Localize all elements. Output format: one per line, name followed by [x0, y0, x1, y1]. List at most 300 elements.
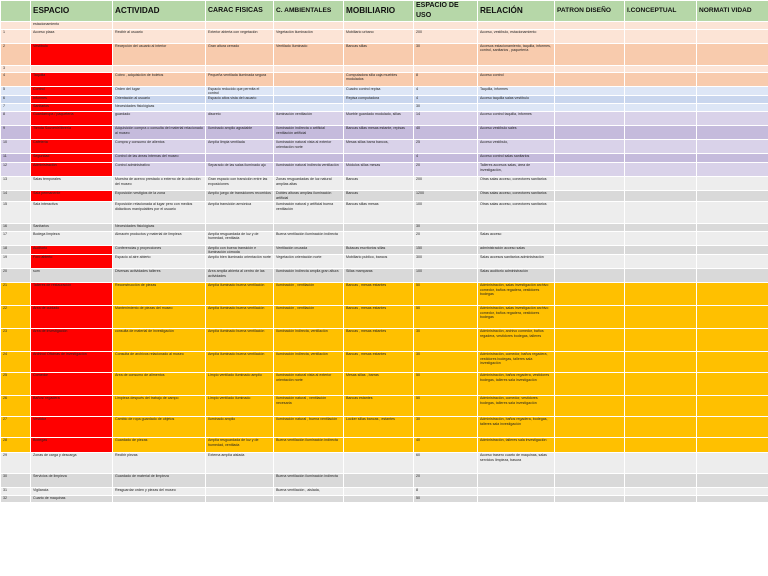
row-number-cell[interactable]: 21 — [1, 283, 31, 306]
normatividad-cell[interactable] — [697, 140, 768, 154]
c-ambientales-cell[interactable]: Vegetación orientación norte — [274, 255, 344, 269]
carac-fisicas-cell[interactable]: Limpio ventilado iluminado amplio — [206, 373, 274, 396]
row-number-cell[interactable]: 17 — [1, 231, 31, 245]
row-number-cell[interactable]: 26 — [1, 396, 31, 417]
mobiliario-cell[interactable]: Computadora silla caja muebles modulados — [344, 73, 414, 87]
c-ambientales-cell[interactable] — [274, 453, 344, 474]
normatividad-cell[interactable] — [697, 283, 768, 306]
row-number-cell[interactable]: 20 — [1, 269, 31, 283]
carac-fisicas-cell[interactable]: Amplia iluminado buena ventilación — [206, 329, 274, 352]
espacio-cell[interactable]: Sanitarios — [31, 224, 113, 232]
espacio-cell[interactable]: sum — [31, 269, 113, 283]
normatividad-cell[interactable] — [697, 224, 768, 232]
i-conceptual-cell[interactable] — [625, 438, 697, 453]
c-ambientales-cell[interactable]: Iluminación indirecta, ventilación — [274, 329, 344, 352]
c-ambientales-cell[interactable]: Ventilación cruzada — [274, 245, 344, 254]
header-cell-index[interactable] — [1, 1, 31, 22]
actividad-cell[interactable]: Cambio de ropa guardado de objetos — [113, 417, 206, 438]
espacio-cell[interactable]: Vestidor — [31, 417, 113, 438]
espacio-de-uso-cell[interactable]: 30 — [414, 43, 478, 65]
i-conceptual-cell[interactable] — [625, 104, 697, 112]
i-conceptual-cell[interactable] — [625, 329, 697, 352]
espacio-cell[interactable]: Baños/ regadera — [31, 396, 113, 417]
patron-diseno-cell[interactable] — [555, 438, 625, 453]
c-ambientales-cell[interactable] — [274, 73, 344, 87]
espacio-de-uso-cell[interactable]: 8 — [414, 488, 478, 496]
i-conceptual-cell[interactable] — [625, 65, 697, 73]
actividad-cell[interactable]: Necesidades fisiológicas — [113, 224, 206, 232]
mobiliario-cell[interactable] — [344, 154, 414, 163]
row-number-cell[interactable]: 23 — [1, 329, 31, 352]
relacion-cell[interactable]: Accesos estacionamiento, taquilla, informes, control, sanitarios , paquetería — [478, 43, 555, 65]
row-number-cell[interactable]: 19 — [1, 255, 31, 269]
row-number-cell[interactable]: 1 — [1, 29, 31, 43]
row-number-cell[interactable]: 9 — [1, 126, 31, 140]
patron-diseno-cell[interactable] — [555, 104, 625, 112]
actividad-cell[interactable]: Orientación al usuario — [113, 96, 206, 104]
i-conceptual-cell[interactable] — [625, 154, 697, 163]
normatividad-cell[interactable] — [697, 202, 768, 224]
patron-diseno-cell[interactable] — [555, 202, 625, 224]
carac-fisicas-cell[interactable] — [206, 224, 274, 232]
normatividad-cell[interactable] — [697, 329, 768, 352]
patron-diseno-cell[interactable] — [555, 126, 625, 140]
patron-diseno-cell[interactable] — [555, 488, 625, 496]
i-conceptual-cell[interactable] — [625, 373, 697, 396]
mobiliario-cell[interactable]: Mobiliario urbano — [344, 29, 414, 43]
espacio-de-uso-cell[interactable]: 40 — [414, 126, 478, 140]
row-number-cell[interactable]: 25 — [1, 373, 31, 396]
mobiliario-cell[interactable]: Bancas , mesas estantes — [344, 329, 414, 352]
espacio-de-uso-cell[interactable]: 30 — [414, 224, 478, 232]
normatividad-cell[interactable] — [697, 269, 768, 283]
espacio-cell[interactable]: Cuarto de maquinas — [31, 496, 113, 503]
actividad-cell[interactable]: consulta de material de investigación — [113, 329, 206, 352]
patron-diseno-cell[interactable] — [555, 96, 625, 104]
relacion-cell[interactable]: Acceso vestíbulo, — [478, 140, 555, 154]
carac-fisicas-cell[interactable]: Iluminado amplio — [206, 417, 274, 438]
patron-diseno-cell[interactable] — [555, 255, 625, 269]
c-ambientales-cell[interactable]: Iluminación natural , buena ventilación — [274, 417, 344, 438]
i-conceptual-cell[interactable] — [625, 202, 697, 224]
patron-diseno-cell[interactable] — [555, 453, 625, 474]
row-number-cell[interactable]: 15 — [1, 202, 31, 224]
carac-fisicas-cell[interactable] — [206, 496, 274, 503]
espacio-cell[interactable]: Servicios de limpieza — [31, 474, 113, 488]
carac-fisicas-cell[interactable] — [206, 65, 274, 73]
row-number-cell[interactable]: 30 — [1, 474, 31, 488]
espacio-cell[interactable]: Taquilla — [31, 73, 113, 87]
i-conceptual-cell[interactable] — [625, 96, 697, 104]
carac-fisicas-cell[interactable]: Amplia iluminado buena ventilación — [206, 352, 274, 373]
patron-diseno-cell[interactable] — [555, 177, 625, 191]
row-number-cell[interactable]: 27 — [1, 417, 31, 438]
espacio-de-uso-cell[interactable]: 30 — [414, 329, 478, 352]
espacio-cell[interactable]: Foro abierto — [31, 255, 113, 269]
row-number-cell[interactable]: 3 — [1, 65, 31, 73]
patron-diseno-cell[interactable] — [555, 29, 625, 43]
mobiliario-cell[interactable]: Repisa computadora — [344, 96, 414, 104]
i-conceptual-cell[interactable] — [625, 191, 697, 202]
row-number-cell[interactable]: 32 — [1, 496, 31, 503]
relacion-cell[interactable]: Administración, salas investigación archivo comedor, baños regadera, vestidores bodegas — [478, 283, 555, 306]
row-number-cell[interactable]: 11 — [1, 154, 31, 163]
mobiliario-cell[interactable] — [344, 65, 414, 73]
c-ambientales-cell[interactable]: Ventilado Iluminado — [274, 43, 344, 65]
espacio-de-uso-cell[interactable]: 14 — [414, 112, 478, 126]
actividad-cell[interactable]: Espacio al aire abierto — [113, 255, 206, 269]
espacio-de-uso-cell[interactable]: 100 — [414, 202, 478, 224]
espacio-cell[interactable]: Sanitarios — [31, 104, 113, 112]
actividad-cell[interactable]: Compra y consumo de alientos — [113, 140, 206, 154]
patron-diseno-cell[interactable] — [555, 224, 625, 232]
espacio-cell[interactable]: Área de investigación — [31, 329, 113, 352]
i-conceptual-cell[interactable] — [625, 453, 697, 474]
espacio-cell[interactable]: Seguridad — [31, 154, 113, 163]
i-conceptual-cell[interactable] — [625, 73, 697, 87]
relacion-cell[interactable]: Acceso control salas sanitarios — [478, 154, 555, 163]
i-conceptual-cell[interactable] — [625, 488, 697, 496]
espacio-de-uso-cell[interactable]: 50 — [414, 496, 478, 503]
relacion-cell[interactable]: administración acceso salas — [478, 245, 555, 254]
carac-fisicas-cell[interactable]: Amplio bien iluminado orientación norte — [206, 255, 274, 269]
row-number-cell[interactable]: 16 — [1, 224, 31, 232]
row-number-cell[interactable]: 4 — [1, 73, 31, 87]
row-number-cell[interactable]: 5 — [1, 87, 31, 96]
espacio-cell[interactable]: Vigilancia — [31, 488, 113, 496]
normatividad-cell[interactable] — [697, 154, 768, 163]
carac-fisicas-cell[interactable] — [206, 22, 274, 30]
mobiliario-cell[interactable]: Bancas , mesas estantes — [344, 352, 414, 373]
c-ambientales-cell[interactable] — [274, 496, 344, 503]
normatividad-cell[interactable] — [697, 373, 768, 396]
espacio-de-uso-cell[interactable] — [414, 22, 478, 30]
actividad-cell[interactable]: Reconstrucción de piezas — [113, 283, 206, 306]
normatividad-cell[interactable] — [697, 255, 768, 269]
actividad-cell[interactable]: Control administrativo — [113, 163, 206, 177]
espacio-cell[interactable]: Informes — [31, 96, 113, 104]
mobiliario-cell[interactable]: Locker sillas bancas , estantes — [344, 417, 414, 438]
row-number-cell[interactable]: 10 — [1, 140, 31, 154]
c-ambientales-cell[interactable]: Iluminación indirecta, ventilación — [274, 352, 344, 373]
normatividad-cell[interactable] — [697, 474, 768, 488]
normatividad-cell[interactable] — [697, 126, 768, 140]
relacion-cell[interactable] — [478, 65, 555, 73]
row-number-cell[interactable]: 8 — [1, 112, 31, 126]
normatividad-cell[interactable] — [697, 453, 768, 474]
c-ambientales-cell[interactable]: Iluminación natural vista al exterior orientación norte — [274, 373, 344, 396]
patron-diseno-cell[interactable] — [555, 417, 625, 438]
c-ambientales-cell[interactable]: Iluminación indirecta o artificial ventilación artificial — [274, 126, 344, 140]
mobiliario-cell[interactable]: Bancas , mesas estantes — [344, 283, 414, 306]
relacion-cell[interactable]: Salas acceso — [478, 231, 555, 245]
carac-fisicas-cell[interactable]: Amplio juego de transiciones recorridos — [206, 191, 274, 202]
actividad-cell[interactable]: Resguardar orden y piezas del museo — [113, 488, 206, 496]
carac-fisicas-cell[interactable]: Exterior abierta con vegetación — [206, 29, 274, 43]
relacion-cell[interactable]: Administración, archivo comedor, baños regadera, vestidores bodegas, talleres — [478, 329, 555, 352]
c-ambientales-cell[interactable]: Buena ventilación iluminación indirecta — [274, 231, 344, 245]
relacion-cell[interactable]: Administración, comedor, baños regadera, vestidores bodegas, talleres sala investigación — [478, 352, 555, 373]
c-ambientales-cell[interactable] — [274, 22, 344, 30]
actividad-cell[interactable]: Adquisición compra o consulta del material relacionado al museo — [113, 126, 206, 140]
c-ambientales-cell[interactable]: Iluminación natural , ventilación necesaria — [274, 396, 344, 417]
normatividad-cell[interactable] — [697, 22, 768, 30]
actividad-cell[interactable]: Guardado de piezas — [113, 438, 206, 453]
carac-fisicas-cell[interactable]: Espacio reducido que permita el control — [206, 87, 274, 96]
c-ambientales-cell[interactable]: Dobles alturas amplias iluminación artificial — [274, 191, 344, 202]
c-ambientales-cell[interactable]: Iluminación natural y artificial buena ventilación — [274, 202, 344, 224]
relacion-cell[interactable]: Taquilla, informes — [478, 87, 555, 96]
relacion-cell[interactable]: Salas accesos sanitarios administración — [478, 255, 555, 269]
mobiliario-cell[interactable]: Bancas sillas — [344, 43, 414, 65]
carac-fisicas-cell[interactable]: Iluminado amplio agradable — [206, 126, 274, 140]
normatividad-cell[interactable] — [697, 87, 768, 96]
c-ambientales-cell[interactable] — [274, 224, 344, 232]
normatividad-cell[interactable] — [697, 112, 768, 126]
normatividad-cell[interactable] — [697, 73, 768, 87]
espacio-cell[interactable]: Área de cuidado — [31, 306, 113, 329]
espacio-cell[interactable]: Salas temporales — [31, 177, 113, 191]
relacion-cell[interactable]: Otras salas acceso, conectores sanitarios — [478, 202, 555, 224]
espacio-de-uso-cell[interactable]: 200 — [414, 177, 478, 191]
mobiliario-cell[interactable] — [344, 104, 414, 112]
actividad-cell[interactable]: Mantenimiento de piezas del museo — [113, 306, 206, 329]
carac-fisicas-cell[interactable]: Amplia iluminado buena ventilación — [206, 306, 274, 329]
i-conceptual-cell[interactable] — [625, 496, 697, 503]
espacio-de-uso-cell[interactable]: 50 — [414, 306, 478, 329]
espacio-cell[interactable]: Auditorio — [31, 245, 113, 254]
actividad-cell[interactable]: Orden del lugar — [113, 87, 206, 96]
header-cell-carac-fisicas[interactable]: CARAC FISICAS — [206, 1, 274, 22]
carac-fisicas-cell[interactable]: Amplia resguardada de luz y de humedad, ventilada — [206, 231, 274, 245]
espacio-cell[interactable]: Guardarropa / paquetería — [31, 112, 113, 126]
espacio-cell[interactable]: Bodega limpieza — [31, 231, 113, 245]
carac-fisicas-cell[interactable]: Amplio con buena transición e iluminación cómoda — [206, 245, 274, 254]
normatividad-cell[interactable] — [697, 191, 768, 202]
relacion-cell[interactable]: Acceso taquilla salas vestíbulo — [478, 96, 555, 104]
c-ambientales-cell[interactable]: Vegetación iluminación — [274, 29, 344, 43]
c-ambientales-cell[interactable] — [274, 87, 344, 96]
espacio-de-uso-cell[interactable]: 20 — [414, 474, 478, 488]
relacion-cell[interactable]: Otras salas acceso, conectores sanitarios — [478, 177, 555, 191]
normatividad-cell[interactable] — [697, 245, 768, 254]
mobiliario-cell[interactable]: Bancas , mesas estantes — [344, 306, 414, 329]
c-ambientales-cell[interactable]: Iluminación natural indirecta ventilación — [274, 163, 344, 177]
espacio-de-uso-cell[interactable]: 300 — [414, 255, 478, 269]
relacion-cell[interactable]: Acceso control taquilla, informes — [478, 112, 555, 126]
header-cell-mobiliario[interactable]: MOBILIARIO — [344, 1, 414, 22]
actividad-cell[interactable]: Consulta de archivos relacionado al museo — [113, 352, 206, 373]
header-cell-i-conceptual[interactable]: I.CONCEPTUAL — [625, 1, 697, 22]
patron-diseno-cell[interactable] — [555, 306, 625, 329]
patron-diseno-cell[interactable] — [555, 231, 625, 245]
patron-diseno-cell[interactable] — [555, 140, 625, 154]
row-number-cell[interactable]: 28 — [1, 438, 31, 453]
patron-diseno-cell[interactable] — [555, 191, 625, 202]
actividad-cell[interactable]: Área de consumo de alimentos — [113, 373, 206, 396]
actividad-cell[interactable]: Limpieza después del trabajo de campo — [113, 396, 206, 417]
patron-diseno-cell[interactable] — [555, 43, 625, 65]
espacio-de-uso-cell[interactable]: 30 — [414, 352, 478, 373]
mobiliario-cell[interactable] — [344, 438, 414, 453]
i-conceptual-cell[interactable] — [625, 22, 697, 30]
normatividad-cell[interactable] — [697, 96, 768, 104]
header-cell-patron-diseno[interactable]: PATRON DISEÑO — [555, 1, 625, 22]
relacion-cell[interactable]: Administración, comedor, vestidores bodegas, talleres sala investigación — [478, 396, 555, 417]
carac-fisicas-cell[interactable] — [206, 104, 274, 112]
i-conceptual-cell[interactable] — [625, 163, 697, 177]
i-conceptual-cell[interactable] — [625, 245, 697, 254]
espacio-de-uso-cell[interactable]: 30 — [414, 417, 478, 438]
row-number-cell[interactable]: 18 — [1, 245, 31, 254]
espacio-cell[interactable]: Zonas de carga y descarga — [31, 453, 113, 474]
patron-diseno-cell[interactable] — [555, 396, 625, 417]
carac-fisicas-cell[interactable]: Amplia transición armónica — [206, 202, 274, 224]
i-conceptual-cell[interactable] — [625, 396, 697, 417]
actividad-cell[interactable]: Cobro , adquisición de boletos — [113, 73, 206, 87]
mobiliario-cell[interactable]: Mesas sillas barra bancos, — [344, 140, 414, 154]
relacion-cell[interactable] — [478, 488, 555, 496]
mobiliario-cell[interactable] — [344, 224, 414, 232]
mobiliario-cell[interactable]: Bancas sillas mesas — [344, 202, 414, 224]
mobiliario-cell[interactable]: Butacas escritorios sillas — [344, 245, 414, 254]
normatividad-cell[interactable] — [697, 496, 768, 503]
espacio-cell[interactable]: estacionamiento — [31, 22, 113, 30]
actividad-cell[interactable]: Diversas actividades talleres — [113, 269, 206, 283]
carac-fisicas-cell[interactable] — [206, 154, 274, 163]
c-ambientales-cell[interactable]: Iluminación , ventilación — [274, 306, 344, 329]
normatividad-cell[interactable] — [697, 104, 768, 112]
patron-diseno-cell[interactable] — [555, 329, 625, 352]
espacio-cell[interactable]: Bodegas — [31, 438, 113, 453]
i-conceptual-cell[interactable] — [625, 306, 697, 329]
i-conceptual-cell[interactable] — [625, 126, 697, 140]
header-cell-c-ambientales[interactable]: C. AMBIENTALES — [274, 1, 344, 22]
c-ambientales-cell[interactable]: Buena ventilación , aislada, — [274, 488, 344, 496]
espacio-cell[interactable]: Sala permanente — [31, 191, 113, 202]
i-conceptual-cell[interactable] — [625, 87, 697, 96]
carac-fisicas-cell[interactable]: discreto — [206, 112, 274, 126]
relacion-cell[interactable]: Talleres accesos salas, área de investigación, — [478, 163, 555, 177]
relacion-cell[interactable]: Acceso vestíbulo sales — [478, 126, 555, 140]
actividad-cell[interactable]: Necesidades fisiológicas — [113, 104, 206, 112]
espacio-de-uso-cell[interactable]: 30 — [414, 104, 478, 112]
i-conceptual-cell[interactable] — [625, 474, 697, 488]
relacion-cell[interactable] — [478, 474, 555, 488]
relacion-cell[interactable]: Salas auditorio administración — [478, 269, 555, 283]
normatividad-cell[interactable] — [697, 177, 768, 191]
normatividad-cell[interactable] — [697, 417, 768, 438]
row-number-cell[interactable] — [1, 22, 31, 30]
actividad-cell[interactable]: Muestra de acervo prestado o externo de la colección del museo — [113, 177, 206, 191]
row-number-cell[interactable]: 12 — [1, 163, 31, 177]
mobiliario-cell[interactable]: Mueble guardado modulado, sillas — [344, 112, 414, 126]
espacio-de-uso-cell[interactable]: 100 — [414, 269, 478, 283]
normatividad-cell[interactable] — [697, 163, 768, 177]
i-conceptual-cell[interactable] — [625, 269, 697, 283]
mobiliario-cell[interactable]: Mesas sillas , barras — [344, 373, 414, 396]
carac-fisicas-cell[interactable] — [206, 474, 274, 488]
c-ambientales-cell[interactable]: Zonas resguardadas de luz natural amplias altas — [274, 177, 344, 191]
patron-diseno-cell[interactable] — [555, 154, 625, 163]
actividad-cell[interactable]: Recibir al usuario — [113, 29, 206, 43]
mobiliario-cell[interactable]: Cuadro control repisa — [344, 87, 414, 96]
normatividad-cell[interactable] — [697, 306, 768, 329]
header-cell-actividad[interactable]: ACTIVIDAD — [113, 1, 206, 22]
espacio-cell[interactable]: Administración — [31, 163, 113, 177]
c-ambientales-cell[interactable]: Iluminación , ventilación — [274, 283, 344, 306]
espacio-de-uso-cell[interactable]: 150 — [414, 245, 478, 254]
mobiliario-cell[interactable] — [344, 453, 414, 474]
c-ambientales-cell[interactable] — [274, 96, 344, 104]
mobiliario-cell[interactable] — [344, 22, 414, 30]
patron-diseno-cell[interactable] — [555, 373, 625, 396]
normatividad-cell[interactable] — [697, 43, 768, 65]
espacio-cell[interactable]: Acceso plaza — [31, 29, 113, 43]
patron-diseno-cell[interactable] — [555, 163, 625, 177]
row-number-cell[interactable]: 2 — [1, 43, 31, 65]
row-number-cell[interactable]: 7 — [1, 104, 31, 112]
mobiliario-cell[interactable]: Bancas sillas mesas estante, repisas — [344, 126, 414, 140]
actividad-cell[interactable] — [113, 496, 206, 503]
espacio-cell[interactable]: Comedor — [31, 373, 113, 396]
espacio-de-uso-cell[interactable]: 50 — [414, 283, 478, 306]
c-ambientales-cell[interactable]: Iluminación natural vista al exterior orientación norte — [274, 140, 344, 154]
i-conceptual-cell[interactable] — [625, 112, 697, 126]
relacion-cell[interactable] — [478, 22, 555, 30]
patron-diseno-cell[interactable] — [555, 87, 625, 96]
mobiliario-cell[interactable]: Bancas — [344, 177, 414, 191]
patron-diseno-cell[interactable] — [555, 283, 625, 306]
normatividad-cell[interactable] — [697, 488, 768, 496]
carac-fisicas-cell[interactable]: Gran espacio con transición entre las exposiciones — [206, 177, 274, 191]
i-conceptual-cell[interactable] — [625, 43, 697, 65]
actividad-cell[interactable] — [113, 22, 206, 30]
relacion-cell[interactable]: Otras salas acceso, conectores sanitarios — [478, 191, 555, 202]
espacio-de-uso-cell[interactable]: 20 — [414, 231, 478, 245]
mobiliario-cell[interactable] — [344, 231, 414, 245]
espacio-de-uso-cell[interactable]: 4 — [414, 154, 478, 163]
espacio-cell[interactable]: Sala interactiva — [31, 202, 113, 224]
espacio-de-uso-cell[interactable]: 40 — [414, 438, 478, 453]
relacion-cell[interactable] — [478, 104, 555, 112]
carac-fisicas-cell[interactable]: Espacio altos vista del usuario — [206, 96, 274, 104]
i-conceptual-cell[interactable] — [625, 352, 697, 373]
row-number-cell[interactable]: 6 — [1, 96, 31, 104]
espacio-cell[interactable]: Cafetería — [31, 140, 113, 154]
espacio-de-uso-cell[interactable]: 8 — [414, 73, 478, 87]
c-ambientales-cell[interactable] — [274, 154, 344, 163]
i-conceptual-cell[interactable] — [625, 177, 697, 191]
c-ambientales-cell[interactable]: Iluminación indirecta amplia gran altura — [274, 269, 344, 283]
relacion-cell[interactable]: Administración, talleres sala investigación — [478, 438, 555, 453]
patron-diseno-cell[interactable] — [555, 245, 625, 254]
carac-fisicas-cell[interactable] — [206, 488, 274, 496]
espacio-de-uso-cell[interactable] — [414, 65, 478, 73]
c-ambientales-cell[interactable] — [274, 104, 344, 112]
actividad-cell[interactable] — [113, 65, 206, 73]
header-cell-normatividad[interactable]: NORMATI VIDAD — [697, 1, 768, 22]
i-conceptual-cell[interactable] — [625, 231, 697, 245]
c-ambientales-cell[interactable]: Buena ventilación iluminación indirecta — [274, 438, 344, 453]
patron-diseno-cell[interactable] — [555, 269, 625, 283]
carac-fisicas-cell[interactable]: Gran altura cerrado — [206, 43, 274, 65]
actividad-cell[interactable]: Almacén productos y material de limpieza — [113, 231, 206, 245]
espacio-cell[interactable]: Control — [31, 87, 113, 96]
i-conceptual-cell[interactable] — [625, 283, 697, 306]
espacio-de-uso-cell[interactable]: 4 — [414, 96, 478, 104]
actividad-cell[interactable]: Control de las áreas internas del museo — [113, 154, 206, 163]
